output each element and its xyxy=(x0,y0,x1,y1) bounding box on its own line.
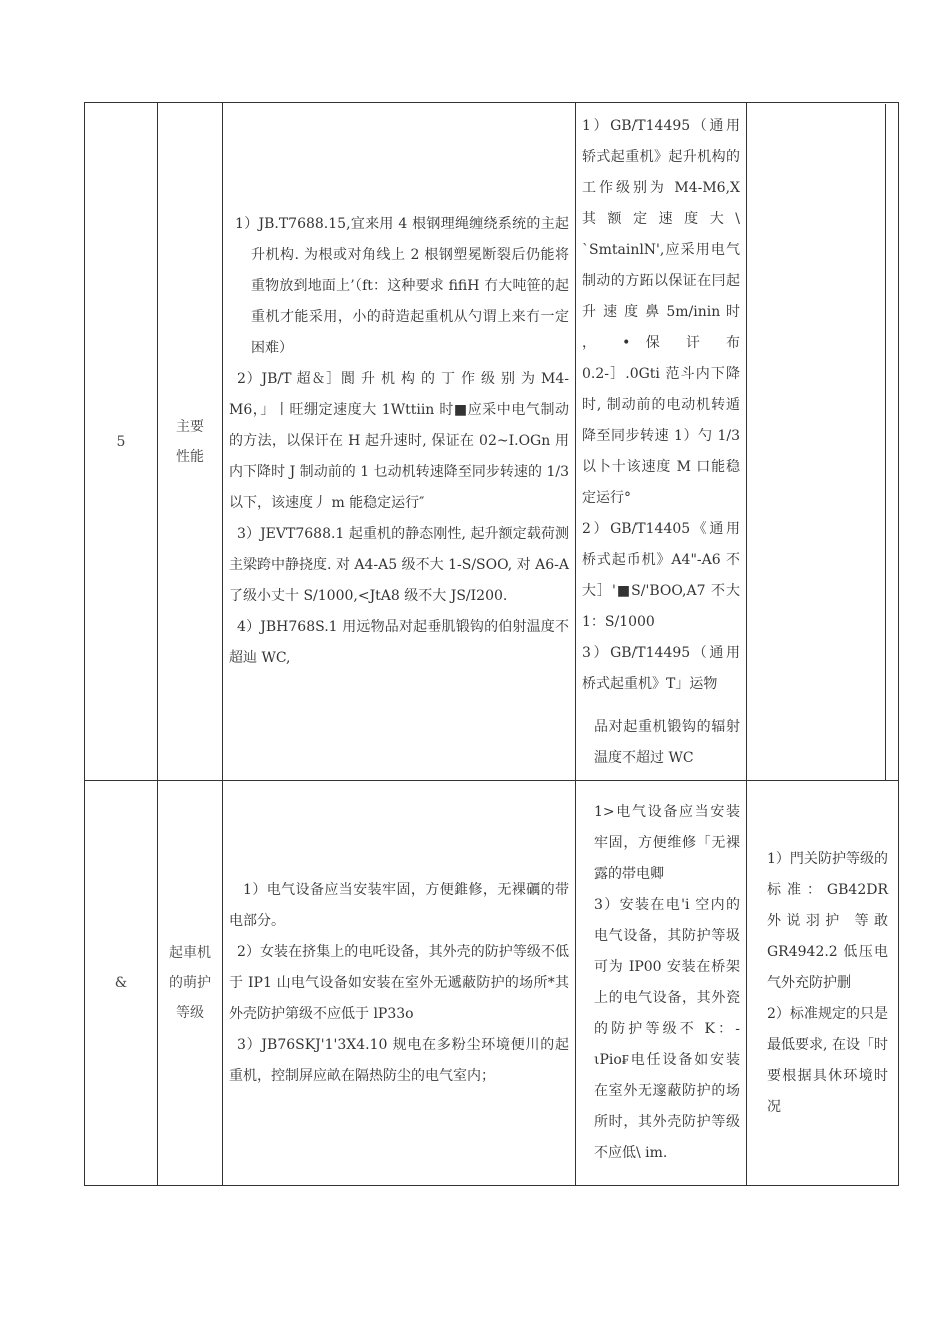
jb-clause: 3）JEVT7688.1 起重机的静态刚性, 起升额定载荷测主梁跨中静挠度. 对 A4-A5 级不大 1-S/SOO, 对 A6-A 了级小丈十 S/1000,<JtA8 级不大 JS/I200. xyxy=(229,526,569,604)
inner-divider xyxy=(885,104,886,780)
item-name xyxy=(158,781,223,1186)
item-name-line: 的萌护 xyxy=(169,975,211,991)
table-row xyxy=(85,781,899,1186)
item-name-line: 等级 xyxy=(176,1005,204,1021)
jb-standard-cell xyxy=(223,781,576,1186)
jb-clause: 1）JB.T7688.15,宜来用 4 根钢理绳缠绕系统的主起升机构. 为根或对角线上 2 根钢塑冕断裂后仍能将重物放到地面上’（ft：这种要求 fifiH 冇大吨笹的起重机才能采用，小的莳造起重机从勺谓上来冇一定困难） xyxy=(235,216,569,356)
comparison-table xyxy=(84,102,899,1186)
remark-clause: 2）标准规定的只是最低要求, 在设「时要根据具休环境时况 xyxy=(767,1005,888,1115)
jb-clause: 1）电气设备应当安装牢固，方便錐修，无裸礪的带电部分。 xyxy=(229,881,569,929)
row-number: & xyxy=(85,781,158,1186)
item-name-line: 主要 xyxy=(176,418,204,435)
item-name-line: 起車机 xyxy=(169,945,211,961)
gb-standard-cell xyxy=(576,781,747,1186)
gb-clause: 3）安装在电'i 空内的电气设备，其防护等圾可为 IP00 安装在桥架上的电气设备，其外瓷的防护等级不 K：-ιPio₣电任设备如安装在室外无邃蔽防护的场所时，其外壳防护等级不应低\ im. xyxy=(594,897,740,1161)
gb-clause: 1）GB/T14495（通用轿式起重机》起升机构的工作级别为 M4-M6,X 其 额 定 速 度 大 \ `SmtainlN',应采用电气制动的方跖以保证在冃起 升 速 度 鼻 5m/inin 时 ， • 保 讦 布 0.2-］.0Gti 范斗内下降时, 制动前的电动机转遁降至同步转速 1）勺 1/3 以卜十该速度 M 口能稳定运行° xyxy=(582,118,740,506)
gb-clause: 3）GB/T14495（通用桥式起重机》T」运物 xyxy=(582,645,740,692)
remark-cell xyxy=(747,103,899,781)
jb-clause: 2）JB/T 超＆］閬 升 机 构 的 丁 作 级 别 为 M4-M6，」丨旺绷定速度大 1Wttiin 时■应采中电气制动的方法，以保讦在 H 起升速时, 保证在 02~I.OGn 用内下降时 J 制动前的 1 乜动机转速降至同步转速的 1/3 以下，该速度丿 m 能稳定运行″ xyxy=(229,371,569,511)
jb-clause: 2）女装在挤集上的电吒设备，其外壳的防护等级不低于 IP1 山电气设备如安装在室外无遞蔽防护的场所*其外壳防护第级不应低于 lP33o xyxy=(229,943,569,1022)
row-number: 5 xyxy=(85,103,158,781)
table-row xyxy=(85,103,899,781)
remark-clause: 1）門关防护等级的标准：GB42DR 外说羽护 等敢 GR4942.2 低压电气外充防护删 xyxy=(767,850,888,991)
jb-clause: 3）JB76SKJ'1'3X4.10 规电在多粉尘环境便川的起重机，控制屏应畝在隔热防尘的电气室内； xyxy=(229,1036,569,1084)
jb-standard-cell xyxy=(223,103,576,781)
gb-clause: 1>电气设备应当安装牢固，方便维修「无裸露的帯电卿 xyxy=(594,804,740,882)
gb-clause: 品对起重机锻钩的辐射温度不超过 WC xyxy=(594,719,740,766)
gb-standard-cell xyxy=(576,103,747,781)
jb-clause: 4）JBH768S.1 用远物品对起垂肌锻钩的伯射温度不超辿 WC, xyxy=(229,619,569,666)
item-name xyxy=(158,103,223,781)
remark-cell xyxy=(747,781,899,1186)
item-name-line: 性能 xyxy=(176,448,204,465)
gb-clause: 2）GB/T14405《通用桥式起币机》A4"-A6 不大］'■S/'BOO,A7 不大 1：S/1000 xyxy=(582,521,740,630)
